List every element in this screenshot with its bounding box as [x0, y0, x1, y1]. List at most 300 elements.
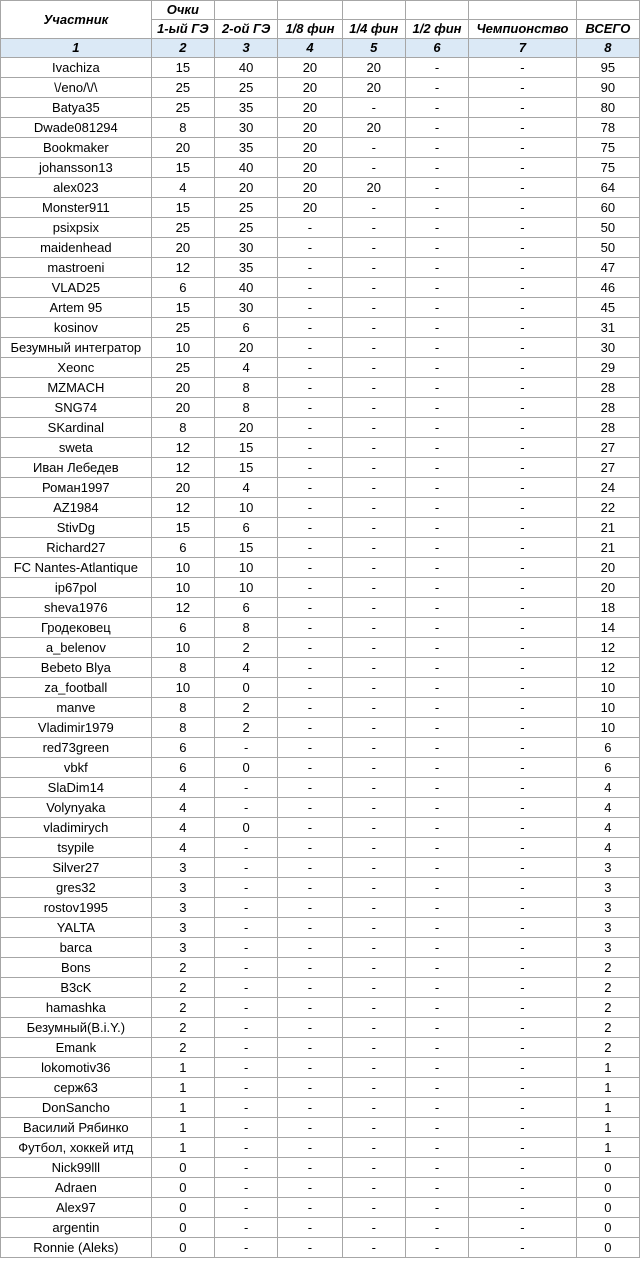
- header-empty-cell: [215, 1, 278, 20]
- table-row: [1, 238, 640, 258]
- participant-name-cell: Иван Лебедев: [1, 458, 152, 478]
- quarterfinal-cell: -: [342, 778, 405, 798]
- quarterfinal-cell: -: [342, 518, 405, 538]
- championship-cell: -: [469, 398, 577, 418]
- group-stage-2-cell: 30: [215, 298, 278, 318]
- participant-name-cell: johansson13: [1, 158, 152, 178]
- table-row: [1, 1158, 640, 1178]
- group-stage-2-cell: -: [215, 1118, 278, 1138]
- semifinal-cell: -: [405, 1018, 468, 1038]
- total-cell: 4: [576, 798, 639, 818]
- header-empty-cell: [405, 1, 468, 20]
- quarterfinal-cell: -: [342, 278, 405, 298]
- group-stage-2-cell: 10: [215, 498, 278, 518]
- total-cell: 28: [576, 398, 639, 418]
- championship-cell: -: [469, 58, 577, 78]
- total-cell: 45: [576, 298, 639, 318]
- table-row: [1, 78, 640, 98]
- round-of-16-cell: -: [278, 458, 342, 478]
- semifinal-cell: -: [405, 558, 468, 578]
- group-stage-2-cell: 8: [215, 618, 278, 638]
- round-of-16-cell: -: [278, 1178, 342, 1198]
- table-row: [1, 178, 640, 198]
- group-stage-1-cell: 6: [151, 278, 214, 298]
- championship-cell: -: [469, 998, 577, 1018]
- semifinal-cell: -: [405, 958, 468, 978]
- quarterfinal-cell: -: [342, 358, 405, 378]
- group-stage-1-cell: 1: [151, 1058, 214, 1078]
- round-of-16-cell: -: [278, 798, 342, 818]
- semifinal-cell: -: [405, 1058, 468, 1078]
- total-cell: 4: [576, 818, 639, 838]
- total-cell: 3: [576, 918, 639, 938]
- group-stage-2-cell: 4: [215, 658, 278, 678]
- semifinal-cell: -: [405, 138, 468, 158]
- header-points-group: Очки: [151, 1, 214, 20]
- table-row: [1, 1218, 640, 1238]
- quarterfinal-cell: -: [342, 818, 405, 838]
- round-of-16-cell: -: [278, 1238, 342, 1258]
- group-stage-1-cell: 1: [151, 1098, 214, 1118]
- semifinal-cell: -: [405, 598, 468, 618]
- round-of-16-cell: -: [278, 938, 342, 958]
- total-cell: 46: [576, 278, 639, 298]
- group-stage-1-cell: 4: [151, 778, 214, 798]
- table-row: [1, 378, 640, 398]
- total-cell: 27: [576, 458, 639, 478]
- group-stage-2-cell: -: [215, 1018, 278, 1038]
- semifinal-cell: -: [405, 1218, 468, 1238]
- group-stage-1-cell: 8: [151, 418, 214, 438]
- group-stage-2-cell: -: [215, 1238, 278, 1258]
- group-stage-1-cell: 3: [151, 898, 214, 918]
- column-number: 6: [405, 39, 468, 58]
- group-stage-2-cell: 10: [215, 578, 278, 598]
- participant-name-cell: red73green: [1, 738, 152, 758]
- quarterfinal-cell: -: [342, 218, 405, 238]
- group-stage-2-cell: -: [215, 738, 278, 758]
- group-stage-1-cell: 6: [151, 618, 214, 638]
- semifinal-cell: -: [405, 938, 468, 958]
- semifinal-cell: -: [405, 998, 468, 1018]
- group-stage-1-cell: 8: [151, 658, 214, 678]
- group-stage-1-cell: 15: [151, 298, 214, 318]
- quarterfinal-cell: -: [342, 538, 405, 558]
- quarterfinal-cell: -: [342, 658, 405, 678]
- round-of-16-cell: -: [278, 1218, 342, 1238]
- championship-cell: -: [469, 918, 577, 938]
- round-of-16-cell: -: [278, 698, 342, 718]
- table-row: [1, 658, 640, 678]
- quarterfinal-cell: -: [342, 1198, 405, 1218]
- group-stage-1-cell: 2: [151, 958, 214, 978]
- semifinal-cell: -: [405, 438, 468, 458]
- participant-name-cell: Bebeto Blya: [1, 658, 152, 678]
- championship-cell: -: [469, 1058, 577, 1078]
- participant-name-cell: Richard27: [1, 538, 152, 558]
- round-of-16-cell: -: [278, 1198, 342, 1218]
- total-cell: 3: [576, 878, 639, 898]
- participant-name-cell: Nick99lll: [1, 1158, 152, 1178]
- total-cell: 1: [576, 1078, 639, 1098]
- header-group-stage-2: 2-ой ГЭ: [215, 20, 278, 39]
- total-cell: 2: [576, 998, 639, 1018]
- participant-name-cell: Василий Рябинко: [1, 1118, 152, 1138]
- participant-name-cell: alex023: [1, 178, 152, 198]
- header-semifinal: 1/2 фин: [405, 20, 468, 39]
- total-cell: 4: [576, 778, 639, 798]
- total-cell: 60: [576, 198, 639, 218]
- column-number: 1: [1, 39, 152, 58]
- group-stage-2-cell: 20: [215, 418, 278, 438]
- table-row: [1, 1178, 640, 1198]
- group-stage-2-cell: 40: [215, 158, 278, 178]
- total-cell: 3: [576, 858, 639, 878]
- group-stage-2-cell: 6: [215, 598, 278, 618]
- table-body: [1, 58, 640, 1258]
- participant-name-cell: vbkf: [1, 758, 152, 778]
- group-stage-2-cell: 6: [215, 318, 278, 338]
- group-stage-1-cell: 25: [151, 78, 214, 98]
- group-stage-2-cell: -: [215, 998, 278, 1018]
- participant-name-cell: Silver27: [1, 858, 152, 878]
- championship-cell: -: [469, 1158, 577, 1178]
- semifinal-cell: -: [405, 1178, 468, 1198]
- participant-name-cell: Bons: [1, 958, 152, 978]
- table-row: [1, 678, 640, 698]
- semifinal-cell: -: [405, 658, 468, 678]
- group-stage-2-cell: -: [215, 1198, 278, 1218]
- group-stage-1-cell: 3: [151, 918, 214, 938]
- participant-name-cell: Ronnie (Aleks): [1, 1238, 152, 1258]
- participant-name-cell: SlaDim14: [1, 778, 152, 798]
- table-row: [1, 298, 640, 318]
- participant-name-cell: lokomotiv36: [1, 1058, 152, 1078]
- group-stage-2-cell: -: [215, 858, 278, 878]
- championship-cell: -: [469, 1218, 577, 1238]
- group-stage-1-cell: 4: [151, 818, 214, 838]
- semifinal-cell: -: [405, 798, 468, 818]
- header-group-stage-1: 1-ый ГЭ: [151, 20, 214, 39]
- participant-name-cell: sweta: [1, 438, 152, 458]
- total-cell: 1: [576, 1118, 639, 1138]
- table-row: [1, 758, 640, 778]
- table-row: [1, 898, 640, 918]
- table-row: [1, 618, 640, 638]
- semifinal-cell: -: [405, 718, 468, 738]
- quarterfinal-cell: -: [342, 1078, 405, 1098]
- total-cell: 27: [576, 438, 639, 458]
- quarterfinal-cell: -: [342, 418, 405, 438]
- group-stage-1-cell: 2: [151, 998, 214, 1018]
- table-row: [1, 1098, 640, 1118]
- participant-name-cell: Bookmaker: [1, 138, 152, 158]
- group-stage-2-cell: 10: [215, 558, 278, 578]
- semifinal-cell: -: [405, 878, 468, 898]
- group-stage-2-cell: -: [215, 1158, 278, 1178]
- quarterfinal-cell: -: [342, 798, 405, 818]
- total-cell: 4: [576, 838, 639, 858]
- group-stage-1-cell: 25: [151, 98, 214, 118]
- semifinal-cell: -: [405, 578, 468, 598]
- semifinal-cell: -: [405, 398, 468, 418]
- group-stage-1-cell: 6: [151, 758, 214, 778]
- quarterfinal-cell: -: [342, 998, 405, 1018]
- column-number: 4: [278, 39, 342, 58]
- semifinal-cell: -: [405, 1098, 468, 1118]
- total-cell: 3: [576, 898, 639, 918]
- group-stage-1-cell: 8: [151, 118, 214, 138]
- round-of-16-cell: -: [278, 718, 342, 738]
- total-cell: 18: [576, 598, 639, 618]
- group-stage-1-cell: 25: [151, 218, 214, 238]
- participant-name-cell: Xeonc: [1, 358, 152, 378]
- championship-cell: -: [469, 938, 577, 958]
- group-stage-1-cell: 20: [151, 398, 214, 418]
- total-cell: 0: [576, 1198, 639, 1218]
- semifinal-cell: -: [405, 918, 468, 938]
- round-of-16-cell: -: [278, 378, 342, 398]
- round-of-16-cell: -: [278, 358, 342, 378]
- total-cell: 0: [576, 1218, 639, 1238]
- table-header: [1, 1, 640, 58]
- participant-name-cell: hamashka: [1, 998, 152, 1018]
- quarterfinal-cell: -: [342, 638, 405, 658]
- group-stage-2-cell: -: [215, 978, 278, 998]
- round-of-16-cell: 20: [278, 118, 342, 138]
- table-row: [1, 218, 640, 238]
- participant-name-cell: sheva1976: [1, 598, 152, 618]
- group-stage-1-cell: 2: [151, 1018, 214, 1038]
- round-of-16-cell: -: [278, 958, 342, 978]
- championship-cell: -: [469, 638, 577, 658]
- group-stage-2-cell: 0: [215, 758, 278, 778]
- round-of-16-cell: -: [278, 878, 342, 898]
- group-stage-2-cell: 8: [215, 378, 278, 398]
- championship-cell: -: [469, 538, 577, 558]
- table-row: [1, 278, 640, 298]
- group-stage-1-cell: 2: [151, 1038, 214, 1058]
- group-stage-1-cell: 0: [151, 1198, 214, 1218]
- table-row: [1, 878, 640, 898]
- group-stage-2-cell: 25: [215, 198, 278, 218]
- total-cell: 0: [576, 1238, 639, 1258]
- group-stage-2-cell: -: [215, 898, 278, 918]
- group-stage-1-cell: 0: [151, 1218, 214, 1238]
- group-stage-2-cell: 30: [215, 238, 278, 258]
- semifinal-cell: -: [405, 418, 468, 438]
- championship-cell: -: [469, 138, 577, 158]
- semifinal-cell: -: [405, 1078, 468, 1098]
- total-cell: 50: [576, 238, 639, 258]
- semifinal-cell: -: [405, 378, 468, 398]
- championship-cell: -: [469, 298, 577, 318]
- group-stage-2-cell: 40: [215, 58, 278, 78]
- column-number-row: [1, 39, 640, 58]
- table-row: [1, 198, 640, 218]
- round-of-16-cell: -: [278, 598, 342, 618]
- championship-cell: -: [469, 218, 577, 238]
- table-row: [1, 478, 640, 498]
- participant-name-cell: серж63: [1, 1078, 152, 1098]
- group-stage-2-cell: 0: [215, 678, 278, 698]
- semifinal-cell: -: [405, 238, 468, 258]
- header-championship: Чемпионство: [469, 20, 577, 39]
- table-row: [1, 778, 640, 798]
- table-row: [1, 1038, 640, 1058]
- semifinal-cell: -: [405, 1118, 468, 1138]
- total-cell: 10: [576, 698, 639, 718]
- quarterfinal-cell: -: [342, 678, 405, 698]
- championship-cell: -: [469, 518, 577, 538]
- group-stage-1-cell: 10: [151, 678, 214, 698]
- participant-name-cell: Batya35: [1, 98, 152, 118]
- semifinal-cell: -: [405, 538, 468, 558]
- group-stage-2-cell: 2: [215, 718, 278, 738]
- total-cell: 80: [576, 98, 639, 118]
- group-stage-1-cell: 12: [151, 498, 214, 518]
- total-cell: 1: [576, 1058, 639, 1078]
- semifinal-cell: -: [405, 1158, 468, 1178]
- group-stage-2-cell: -: [215, 798, 278, 818]
- round-of-16-cell: -: [278, 578, 342, 598]
- group-stage-2-cell: -: [215, 958, 278, 978]
- round-of-16-cell: -: [278, 1118, 342, 1138]
- header-empty-cell: [576, 1, 639, 20]
- semifinal-cell: -: [405, 198, 468, 218]
- group-stage-2-cell: -: [215, 1078, 278, 1098]
- total-cell: 29: [576, 358, 639, 378]
- quarterfinal-cell: -: [342, 618, 405, 638]
- quarterfinal-cell: -: [342, 198, 405, 218]
- group-stage-2-cell: -: [215, 1098, 278, 1118]
- header-empty-cell: [469, 1, 577, 20]
- table-row: [1, 1238, 640, 1258]
- semifinal-cell: -: [405, 738, 468, 758]
- participant-name-cell: \/eno/\/\: [1, 78, 152, 98]
- semifinal-cell: -: [405, 978, 468, 998]
- participant-name-cell: AZ1984: [1, 498, 152, 518]
- championship-cell: -: [469, 1138, 577, 1158]
- round-of-16-cell: -: [278, 518, 342, 538]
- total-cell: 28: [576, 378, 639, 398]
- championship-cell: -: [469, 878, 577, 898]
- group-stage-1-cell: 2: [151, 978, 214, 998]
- round-of-16-cell: -: [278, 558, 342, 578]
- quarterfinal-cell: -: [342, 718, 405, 738]
- table-row: [1, 558, 640, 578]
- group-stage-2-cell: 35: [215, 138, 278, 158]
- table-row: [1, 1078, 640, 1098]
- group-stage-1-cell: 20: [151, 238, 214, 258]
- group-stage-2-cell: 40: [215, 278, 278, 298]
- total-cell: 30: [576, 338, 639, 358]
- participant-name-cell: FC Nantes-Atlantique: [1, 558, 152, 578]
- total-cell: 47: [576, 258, 639, 278]
- header-quarterfinal: 1/4 фин: [342, 20, 405, 39]
- participant-name-cell: ip67pol: [1, 578, 152, 598]
- round-of-16-cell: -: [278, 1078, 342, 1098]
- championship-cell: -: [469, 358, 577, 378]
- participant-name-cell: StivDg: [1, 518, 152, 538]
- round-of-16-cell: -: [278, 898, 342, 918]
- group-stage-1-cell: 20: [151, 478, 214, 498]
- semifinal-cell: -: [405, 298, 468, 318]
- quarterfinal-cell: -: [342, 258, 405, 278]
- total-cell: 6: [576, 738, 639, 758]
- quarterfinal-cell: -: [342, 758, 405, 778]
- group-stage-2-cell: 0: [215, 818, 278, 838]
- table-row: [1, 978, 640, 998]
- round-of-16-cell: -: [278, 818, 342, 838]
- group-stage-2-cell: 20: [215, 338, 278, 358]
- quarterfinal-cell: 20: [342, 58, 405, 78]
- quarterfinal-cell: -: [342, 238, 405, 258]
- round-of-16-cell: 20: [278, 98, 342, 118]
- round-of-16-cell: -: [278, 538, 342, 558]
- semifinal-cell: -: [405, 1038, 468, 1058]
- championship-cell: -: [469, 258, 577, 278]
- group-stage-1-cell: 8: [151, 718, 214, 738]
- participant-name-cell: kosinov: [1, 318, 152, 338]
- group-stage-2-cell: -: [215, 1038, 278, 1058]
- group-stage-2-cell: 6: [215, 518, 278, 538]
- group-stage-1-cell: 0: [151, 1178, 214, 1198]
- round-of-16-cell: -: [278, 778, 342, 798]
- group-stage-2-cell: 2: [215, 698, 278, 718]
- semifinal-cell: -: [405, 818, 468, 838]
- column-number: 5: [342, 39, 405, 58]
- participant-name-cell: vladimirych: [1, 818, 152, 838]
- semifinal-cell: -: [405, 858, 468, 878]
- round-of-16-cell: -: [278, 858, 342, 878]
- round-of-16-cell: -: [278, 338, 342, 358]
- championship-cell: -: [469, 858, 577, 878]
- semifinal-cell: -: [405, 898, 468, 918]
- column-number: 8: [576, 39, 639, 58]
- group-stage-1-cell: 20: [151, 138, 214, 158]
- quarterfinal-cell: -: [342, 1018, 405, 1038]
- quarterfinal-cell: -: [342, 898, 405, 918]
- group-stage-1-cell: 1: [151, 1078, 214, 1098]
- group-stage-1-cell: 10: [151, 638, 214, 658]
- participant-name-cell: MZMACH: [1, 378, 152, 398]
- group-stage-1-cell: 4: [151, 838, 214, 858]
- championship-cell: -: [469, 818, 577, 838]
- quarterfinal-cell: -: [342, 958, 405, 978]
- championship-cell: -: [469, 1178, 577, 1198]
- table-row: [1, 1198, 640, 1218]
- table-row: [1, 58, 640, 78]
- championship-cell: -: [469, 558, 577, 578]
- group-stage-1-cell: 12: [151, 258, 214, 278]
- championship-cell: -: [469, 718, 577, 738]
- round-of-16-cell: -: [278, 438, 342, 458]
- group-stage-1-cell: 3: [151, 938, 214, 958]
- championship-cell: -: [469, 78, 577, 98]
- total-cell: 50: [576, 218, 639, 238]
- round-of-16-cell: -: [278, 298, 342, 318]
- championship-cell: -: [469, 1238, 577, 1258]
- table-row: [1, 258, 640, 278]
- championship-cell: -: [469, 458, 577, 478]
- header-empty-cell: [342, 1, 405, 20]
- round-of-16-cell: -: [278, 1038, 342, 1058]
- table-row: [1, 718, 640, 738]
- quarterfinal-cell: 20: [342, 178, 405, 198]
- semifinal-cell: -: [405, 518, 468, 538]
- total-cell: 21: [576, 538, 639, 558]
